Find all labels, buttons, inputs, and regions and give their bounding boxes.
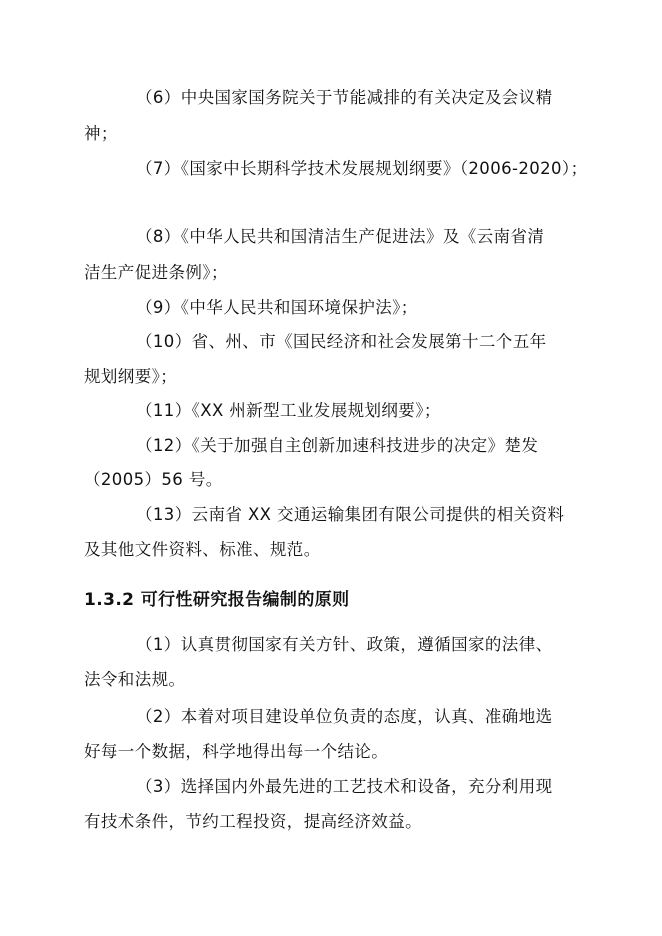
paragraph-13-line-1: （13）云南省 XX 交通运输集团有限公司提供的相关资料 [136, 505, 565, 524]
paragraph-8-line-1: （8）《中华人民共和国清洁生产促进法》及《云南省清 [136, 227, 545, 246]
principle-1-line-1: （1）认真贯彻国家有关方针、政策，遵循国家的法律、 [136, 635, 553, 654]
paragraph-12-line-2: （2005）56 号。 [84, 470, 223, 489]
principle-3-line-1: （3）选择国内外最先进的工艺技术和设备，充分利用现 [136, 777, 553, 796]
paragraph-11-line-1: （11）《XX 州新型工业发展规划纲要》； [136, 401, 441, 420]
section-heading: 1.3.2 可行性研究报告编制的原则 [84, 590, 350, 610]
paragraph-10-line-2: 规划纲要》； [84, 367, 178, 386]
paragraph-6-line-2: 神； [84, 124, 118, 143]
principle-2-line-1: （2）本着对项目建设单位负责的态度，认真、准确地选 [136, 707, 553, 726]
paragraph-8-line-2: 洁生产促进条例》； [84, 263, 228, 282]
paragraph-7-line-1: （7）《国家中长期科学技术发展规划纲要》（2006-2020）； [136, 159, 588, 178]
paragraph-13-line-2: 及其他文件资料、标准、规范。 [84, 540, 321, 559]
paragraph-10-line-1: （10）省、州、市《国民经济和社会发展第十二个五年 [136, 332, 547, 351]
principle-3-line-2: 有技术条件，节约工程投资，提高经济效益。 [84, 812, 422, 831]
paragraph-6-line-1: （6）中央国家国务院关于节能减排的有关决定及会议精 [136, 88, 553, 107]
principle-1-line-2: 法令和法规。 [84, 670, 186, 689]
paragraph-12-line-1: （12）《关于加强自主创新加速科技进步的决定》楚发 [136, 436, 539, 455]
principle-2-line-2: 好每一个数据，科学地得出每一个结论。 [84, 742, 389, 761]
paragraph-9-line-1: （9）《中华人民共和国环境保护法》； [136, 298, 418, 317]
